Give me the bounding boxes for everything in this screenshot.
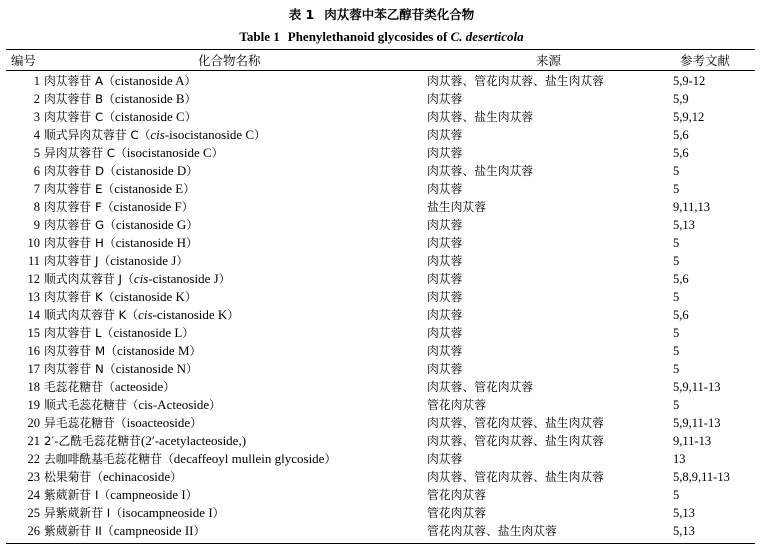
compound-name-en-italic: cis xyxy=(138,307,153,322)
compound-refs: 5 xyxy=(673,326,680,340)
paren-close: ） xyxy=(186,164,199,178)
paren-open: （ xyxy=(104,164,116,178)
compound-name-en: cistanoside L xyxy=(113,325,183,340)
compound-refs: 5 xyxy=(673,398,680,412)
paren-close: ） xyxy=(209,398,221,412)
compound-refs: 5,6 xyxy=(673,308,689,322)
paren-close: ） xyxy=(186,236,198,250)
compound-refs: 13 xyxy=(673,452,686,466)
compound-source: 肉苁蓉 xyxy=(427,362,463,376)
paren-close: ） xyxy=(170,470,182,484)
compound-name-cn: 肉苁蓉苷 H xyxy=(44,236,104,250)
paren-open: （ xyxy=(103,236,116,250)
compound-refs: 5 xyxy=(673,344,680,358)
paren-close: ） xyxy=(183,182,195,196)
compound-refs: 5,9-12 xyxy=(673,74,706,88)
paren-close: ） xyxy=(185,488,198,502)
compound-name-en: isocistanoside C xyxy=(126,145,212,160)
compound-name xyxy=(44,180,427,198)
header-rule xyxy=(6,70,755,71)
compound-name-cn: 肉苁蓉苷 N xyxy=(44,362,104,376)
paren-close: ) xyxy=(241,433,247,448)
compound-source: 肉苁蓉 xyxy=(427,236,463,250)
compound-name-cn: 紫葳新苷 I xyxy=(44,488,99,502)
header-name: 化合物名称 xyxy=(198,53,261,68)
compound-name-en: isocampneoside I xyxy=(122,505,213,520)
row-number: 11 xyxy=(27,254,40,268)
compound-name xyxy=(44,216,427,234)
compound-name-en: cistanoside M xyxy=(116,343,190,358)
compound-name xyxy=(44,486,427,504)
compound-name-cn: 2′-乙酰毛蕊花糖苷 xyxy=(44,434,142,448)
paren-close: ） xyxy=(184,92,197,106)
table-row xyxy=(6,378,759,396)
paren-open: （ xyxy=(161,452,174,466)
paren-open: （ xyxy=(103,74,115,88)
paren-open: （ xyxy=(98,254,111,268)
paren-close: ） xyxy=(185,362,198,376)
paren-open: （ xyxy=(91,470,104,484)
compound-source: 肉苁蓉、盐生肉苁蓉 xyxy=(427,110,534,124)
row-number: 2 xyxy=(33,92,40,106)
paren-open: ( xyxy=(141,433,146,448)
compound-name-en: decaffeoyl mullein glycoside xyxy=(173,451,325,466)
paren-close: ） xyxy=(182,326,195,340)
compound-name xyxy=(44,504,427,522)
paren-open: （ xyxy=(110,506,123,520)
compound-name xyxy=(44,324,427,342)
compound-refs: 5,13 xyxy=(673,218,695,232)
compound-name-cn: 去咖啡酰基毛蕊花糖苷 xyxy=(44,452,162,466)
compound-refs: 5 xyxy=(673,290,680,304)
paren-open: （ xyxy=(104,218,116,232)
compound-name-en: -cistanoside J xyxy=(148,271,219,286)
compound-source: 肉苁蓉、管花肉苁蓉 xyxy=(427,380,534,394)
compound-refs: 5,6 xyxy=(673,128,689,142)
paren-open: （ xyxy=(105,344,117,358)
row-number: 18 xyxy=(27,380,40,394)
paren-open: （ xyxy=(122,272,134,286)
compound-source: 管花肉苁蓉、盐生肉苁蓉 xyxy=(427,524,557,538)
compound-name-en: cistanoside J xyxy=(110,253,177,268)
compound-refs: 5,9,11-13 xyxy=(673,416,721,430)
paren-open: （ xyxy=(103,380,115,394)
compound-source: 肉苁蓉 xyxy=(427,92,463,106)
compound-name xyxy=(44,342,427,360)
table-row xyxy=(6,432,759,450)
paren-close: ） xyxy=(254,128,266,142)
compound-name xyxy=(44,360,427,378)
compound-name-cn: 肉苁蓉苷 C xyxy=(44,110,104,124)
row-number: 14 xyxy=(27,308,40,322)
table-row xyxy=(6,306,759,324)
row-number: 19 xyxy=(27,398,40,412)
compound-name-en: cis-Acteoside xyxy=(138,397,210,412)
compound-name-en: cistanoside G xyxy=(115,217,187,232)
row-number: 8 xyxy=(33,200,40,214)
paren-open: （ xyxy=(126,308,139,322)
compound-refs: 5,13 xyxy=(673,506,695,520)
compound-name xyxy=(44,396,427,414)
compound-refs: 5 xyxy=(673,254,680,268)
compound-name-cn: 异紫葳新苷 I xyxy=(44,506,111,520)
compound-name xyxy=(44,270,427,288)
compound-name xyxy=(44,252,427,270)
compound-name-cn: 肉苁蓉苷 B xyxy=(44,92,104,106)
table-row xyxy=(6,414,759,432)
compound-source: 肉苁蓉 xyxy=(427,344,463,358)
compound-source: 肉苁蓉、管花肉苁蓉、盐生肉苁蓉 xyxy=(427,416,604,430)
row-number: 3 xyxy=(33,110,40,124)
paren-open: （ xyxy=(102,182,115,196)
row-number: 15 xyxy=(27,326,40,340)
compound-name-cn: 肉苁蓉苷 F xyxy=(44,200,102,214)
table-title-cn xyxy=(0,7,763,23)
paren-close: ） xyxy=(190,416,202,430)
compound-refs: 5 xyxy=(673,488,680,502)
compound-name-cn: 肉苁蓉苷 J xyxy=(44,254,99,268)
paren-open: （ xyxy=(138,128,151,142)
paren-close: ） xyxy=(163,380,175,394)
compound-refs: 5,6 xyxy=(673,272,689,286)
header-no: 编号 xyxy=(11,53,37,68)
compound-name-cn: 顺式毛蕊花糖苷 xyxy=(44,398,127,412)
paren-close: ） xyxy=(184,290,197,304)
compound-name-en: cistanoside B xyxy=(114,91,185,106)
paren-close: ） xyxy=(218,272,231,286)
row-number: 22 xyxy=(27,452,40,466)
row-number: 5 xyxy=(33,146,40,160)
compound-name-en: cistanoside A xyxy=(114,73,185,88)
compound-name xyxy=(44,468,427,486)
paren-close: ） xyxy=(211,146,224,160)
row-number: 25 xyxy=(27,506,40,520)
paren-open: （ xyxy=(101,200,114,214)
row-number: 17 xyxy=(27,362,40,376)
compound-name-en: -cistanoside K xyxy=(152,307,228,322)
paren-close: ） xyxy=(181,200,194,214)
compound-source: 肉苁蓉 xyxy=(427,272,463,286)
row-number: 6 xyxy=(33,164,40,178)
compound-name-en-italic: cis xyxy=(133,271,149,286)
paren-close: ） xyxy=(186,218,199,232)
table-row xyxy=(6,108,759,126)
compound-name-cn: 肉苁蓉苷 G xyxy=(44,218,105,232)
bottom-rule xyxy=(6,543,755,544)
compound-name xyxy=(44,144,427,162)
compound-name-en: echinacoside xyxy=(103,469,171,484)
compound-source: 肉苁蓉 xyxy=(427,218,463,232)
paren-close: ） xyxy=(189,344,202,358)
compound-name xyxy=(44,108,427,126)
row-number: 12 xyxy=(27,272,40,286)
compound-name-cn: 异肉苁蓉苷 C xyxy=(44,146,115,160)
table-caption-species: C. deserticola xyxy=(450,29,524,44)
paren-close: ） xyxy=(176,254,189,268)
compound-name xyxy=(44,450,427,468)
row-number: 1 xyxy=(33,74,40,88)
compound-name-en: cistanoside K xyxy=(114,289,185,304)
table-row xyxy=(6,468,759,486)
paren-open: （ xyxy=(101,524,114,538)
table-label-cn: 表 1 xyxy=(288,7,315,22)
table-row xyxy=(6,234,759,252)
paren-open: （ xyxy=(103,110,115,124)
compound-refs: 5 xyxy=(673,362,680,376)
compound-name xyxy=(44,234,427,252)
compound-name-en: acteoside xyxy=(114,379,164,394)
compound-source: 肉苁蓉 xyxy=(427,146,463,160)
paren-close: ） xyxy=(184,110,197,124)
compound-name xyxy=(44,378,427,396)
row-number: 7 xyxy=(33,182,40,196)
table-row xyxy=(6,288,759,306)
paren-open: （ xyxy=(103,92,115,106)
table-row xyxy=(6,486,759,504)
compound-name-cn: 肉苁蓉苷 K xyxy=(44,290,103,304)
table-row xyxy=(6,252,759,270)
compound-name xyxy=(44,432,427,450)
compound-name-cn: 肉苁蓉苷 A xyxy=(44,74,104,88)
compound-source: 肉苁蓉 xyxy=(427,254,463,268)
compound-refs: 5,13 xyxy=(673,524,695,538)
table-row xyxy=(6,198,759,216)
compound-name xyxy=(44,414,427,432)
compound-source: 肉苁蓉 xyxy=(427,326,463,340)
table-row xyxy=(6,504,759,522)
compound-name-cn: 肉苁蓉苷 L xyxy=(44,326,102,340)
paren-open: （ xyxy=(103,362,116,376)
compound-name-cn: 肉苁蓉苷 M xyxy=(44,344,106,358)
compound-source: 肉苁蓉 xyxy=(427,308,463,322)
compound-source: 肉苁蓉 xyxy=(427,182,463,196)
table-label-en: Table 1 xyxy=(239,29,280,44)
compound-name-en: campneoside I xyxy=(110,487,186,502)
table-row xyxy=(6,162,759,180)
compound-refs: 5,9,11-13 xyxy=(673,380,721,394)
compound-source: 管花肉苁蓉 xyxy=(427,398,486,412)
compound-name-en: campneoside II xyxy=(113,523,194,538)
row-number: 23 xyxy=(27,470,40,484)
compound-name xyxy=(44,198,427,216)
row-number: 21 xyxy=(27,434,40,448)
compound-refs: 5 xyxy=(673,164,680,178)
table-caption-en: Phenylethanoid glycosides of xyxy=(287,29,451,44)
paren-open: （ xyxy=(114,416,127,430)
compound-name-cn: 肉苁蓉苷 D xyxy=(44,164,105,178)
table-row xyxy=(6,126,759,144)
header-refs: 参考文献 xyxy=(680,53,731,68)
table-row xyxy=(6,342,759,360)
compound-refs: 5,8,9,11-13 xyxy=(673,470,730,484)
compound-refs: 5,9,12 xyxy=(673,110,705,124)
table-row xyxy=(6,216,759,234)
compound-name-en: cistanoside F xyxy=(113,199,182,214)
compound-name-cn: 毛蕊花糖苷 xyxy=(44,380,103,394)
compound-name-en: cistanoside C xyxy=(115,109,185,124)
compound-name-cn: 顺式异肉苁蓉苷 C xyxy=(44,128,139,142)
paren-close: ） xyxy=(184,74,197,88)
table-row xyxy=(6,90,759,108)
compound-name-cn: 肉苁蓉苷 E xyxy=(44,182,103,196)
compound-source: 肉苁蓉 xyxy=(427,128,463,142)
compound-name xyxy=(44,90,427,108)
row-number: 10 xyxy=(27,236,40,250)
compound-name-cn: 顺式肉苁蓉苷 K xyxy=(44,308,127,322)
compound-name-cn: 紫葳新苷 II xyxy=(44,524,102,538)
compound-name xyxy=(44,288,427,306)
paren-open: （ xyxy=(102,290,115,304)
row-number: 16 xyxy=(27,344,40,358)
paren-open: （ xyxy=(101,326,114,340)
compound-name-en: 2′-acetylacteoside, xyxy=(145,433,242,448)
compound-name xyxy=(44,162,427,180)
compound-source: 肉苁蓉、管花肉苁蓉、盐生肉苁蓉 xyxy=(427,434,604,448)
table-row xyxy=(6,360,759,378)
compound-source: 盐生肉苁蓉 xyxy=(427,200,486,214)
row-number: 13 xyxy=(27,290,40,304)
paren-close: ） xyxy=(193,524,206,538)
table-row xyxy=(6,324,759,342)
paren-close: ） xyxy=(227,308,240,322)
compound-name-cn: 顺式肉苁蓉苷 J xyxy=(44,272,123,286)
compound-name xyxy=(44,72,427,90)
compound-refs: 5,9 xyxy=(673,92,689,106)
compound-source: 管花肉苁蓉 xyxy=(427,488,486,502)
compound-refs: 9,11,13 xyxy=(673,200,711,214)
row-number: 24 xyxy=(27,488,40,502)
compound-refs: 9,11-13 xyxy=(673,434,712,448)
table-row xyxy=(6,180,759,198)
table-row xyxy=(6,522,759,540)
compound-source: 管花肉苁蓉 xyxy=(427,506,486,520)
compound-table xyxy=(6,72,759,540)
table-row xyxy=(6,270,759,288)
compound-source: 肉苁蓉、管花肉苁蓉、盐生肉苁蓉 xyxy=(427,74,604,88)
table-row xyxy=(6,72,759,90)
paren-open: （ xyxy=(98,488,111,502)
compound-source: 肉苁蓉 xyxy=(427,290,463,304)
table-row xyxy=(6,144,759,162)
compound-name-en: isoacteoside xyxy=(126,415,191,430)
header-source: 来源 xyxy=(536,53,562,68)
table-row xyxy=(6,396,759,414)
compound-name xyxy=(44,522,427,540)
row-number: 9 xyxy=(33,218,40,232)
table-title-en xyxy=(0,29,763,45)
compound-source: 肉苁蓉 xyxy=(427,452,463,466)
compound-name-cn: 松果菊苷 xyxy=(44,470,92,484)
row-number: 26 xyxy=(27,524,40,538)
compound-name-en: -isocistanoside C xyxy=(164,127,255,142)
paren-close: ） xyxy=(324,452,337,466)
compound-source: 肉苁蓉、盐生肉苁蓉 xyxy=(427,164,534,178)
table-caption-cn: 肉苁蓉中苯乙醇苷类化合物 xyxy=(324,7,475,22)
table-row xyxy=(6,450,759,468)
compound-refs: 5 xyxy=(673,236,680,250)
compound-name-en: cistanoside D xyxy=(115,163,187,178)
row-number: 20 xyxy=(27,416,40,430)
compound-refs: 5 xyxy=(673,182,680,196)
compound-source: 肉苁蓉、管花肉苁蓉、盐生肉苁蓉 xyxy=(427,470,604,484)
compound-name-en-italic: cis xyxy=(150,127,165,142)
paren-close: ） xyxy=(212,506,225,520)
top-rule xyxy=(6,49,755,50)
compound-refs: 5,6 xyxy=(673,146,689,160)
paren-open: （ xyxy=(114,146,127,160)
paren-open: （ xyxy=(126,398,139,412)
compound-name-en: cistanoside E xyxy=(114,181,184,196)
compound-name xyxy=(44,126,427,144)
compound-name-cn: 异毛蕊花糖苷 xyxy=(44,416,115,430)
compound-name xyxy=(44,306,427,324)
compound-name-en: cistanoside N xyxy=(115,361,186,376)
compound-name-en: cistanoside H xyxy=(115,235,187,250)
row-number: 4 xyxy=(33,128,40,142)
